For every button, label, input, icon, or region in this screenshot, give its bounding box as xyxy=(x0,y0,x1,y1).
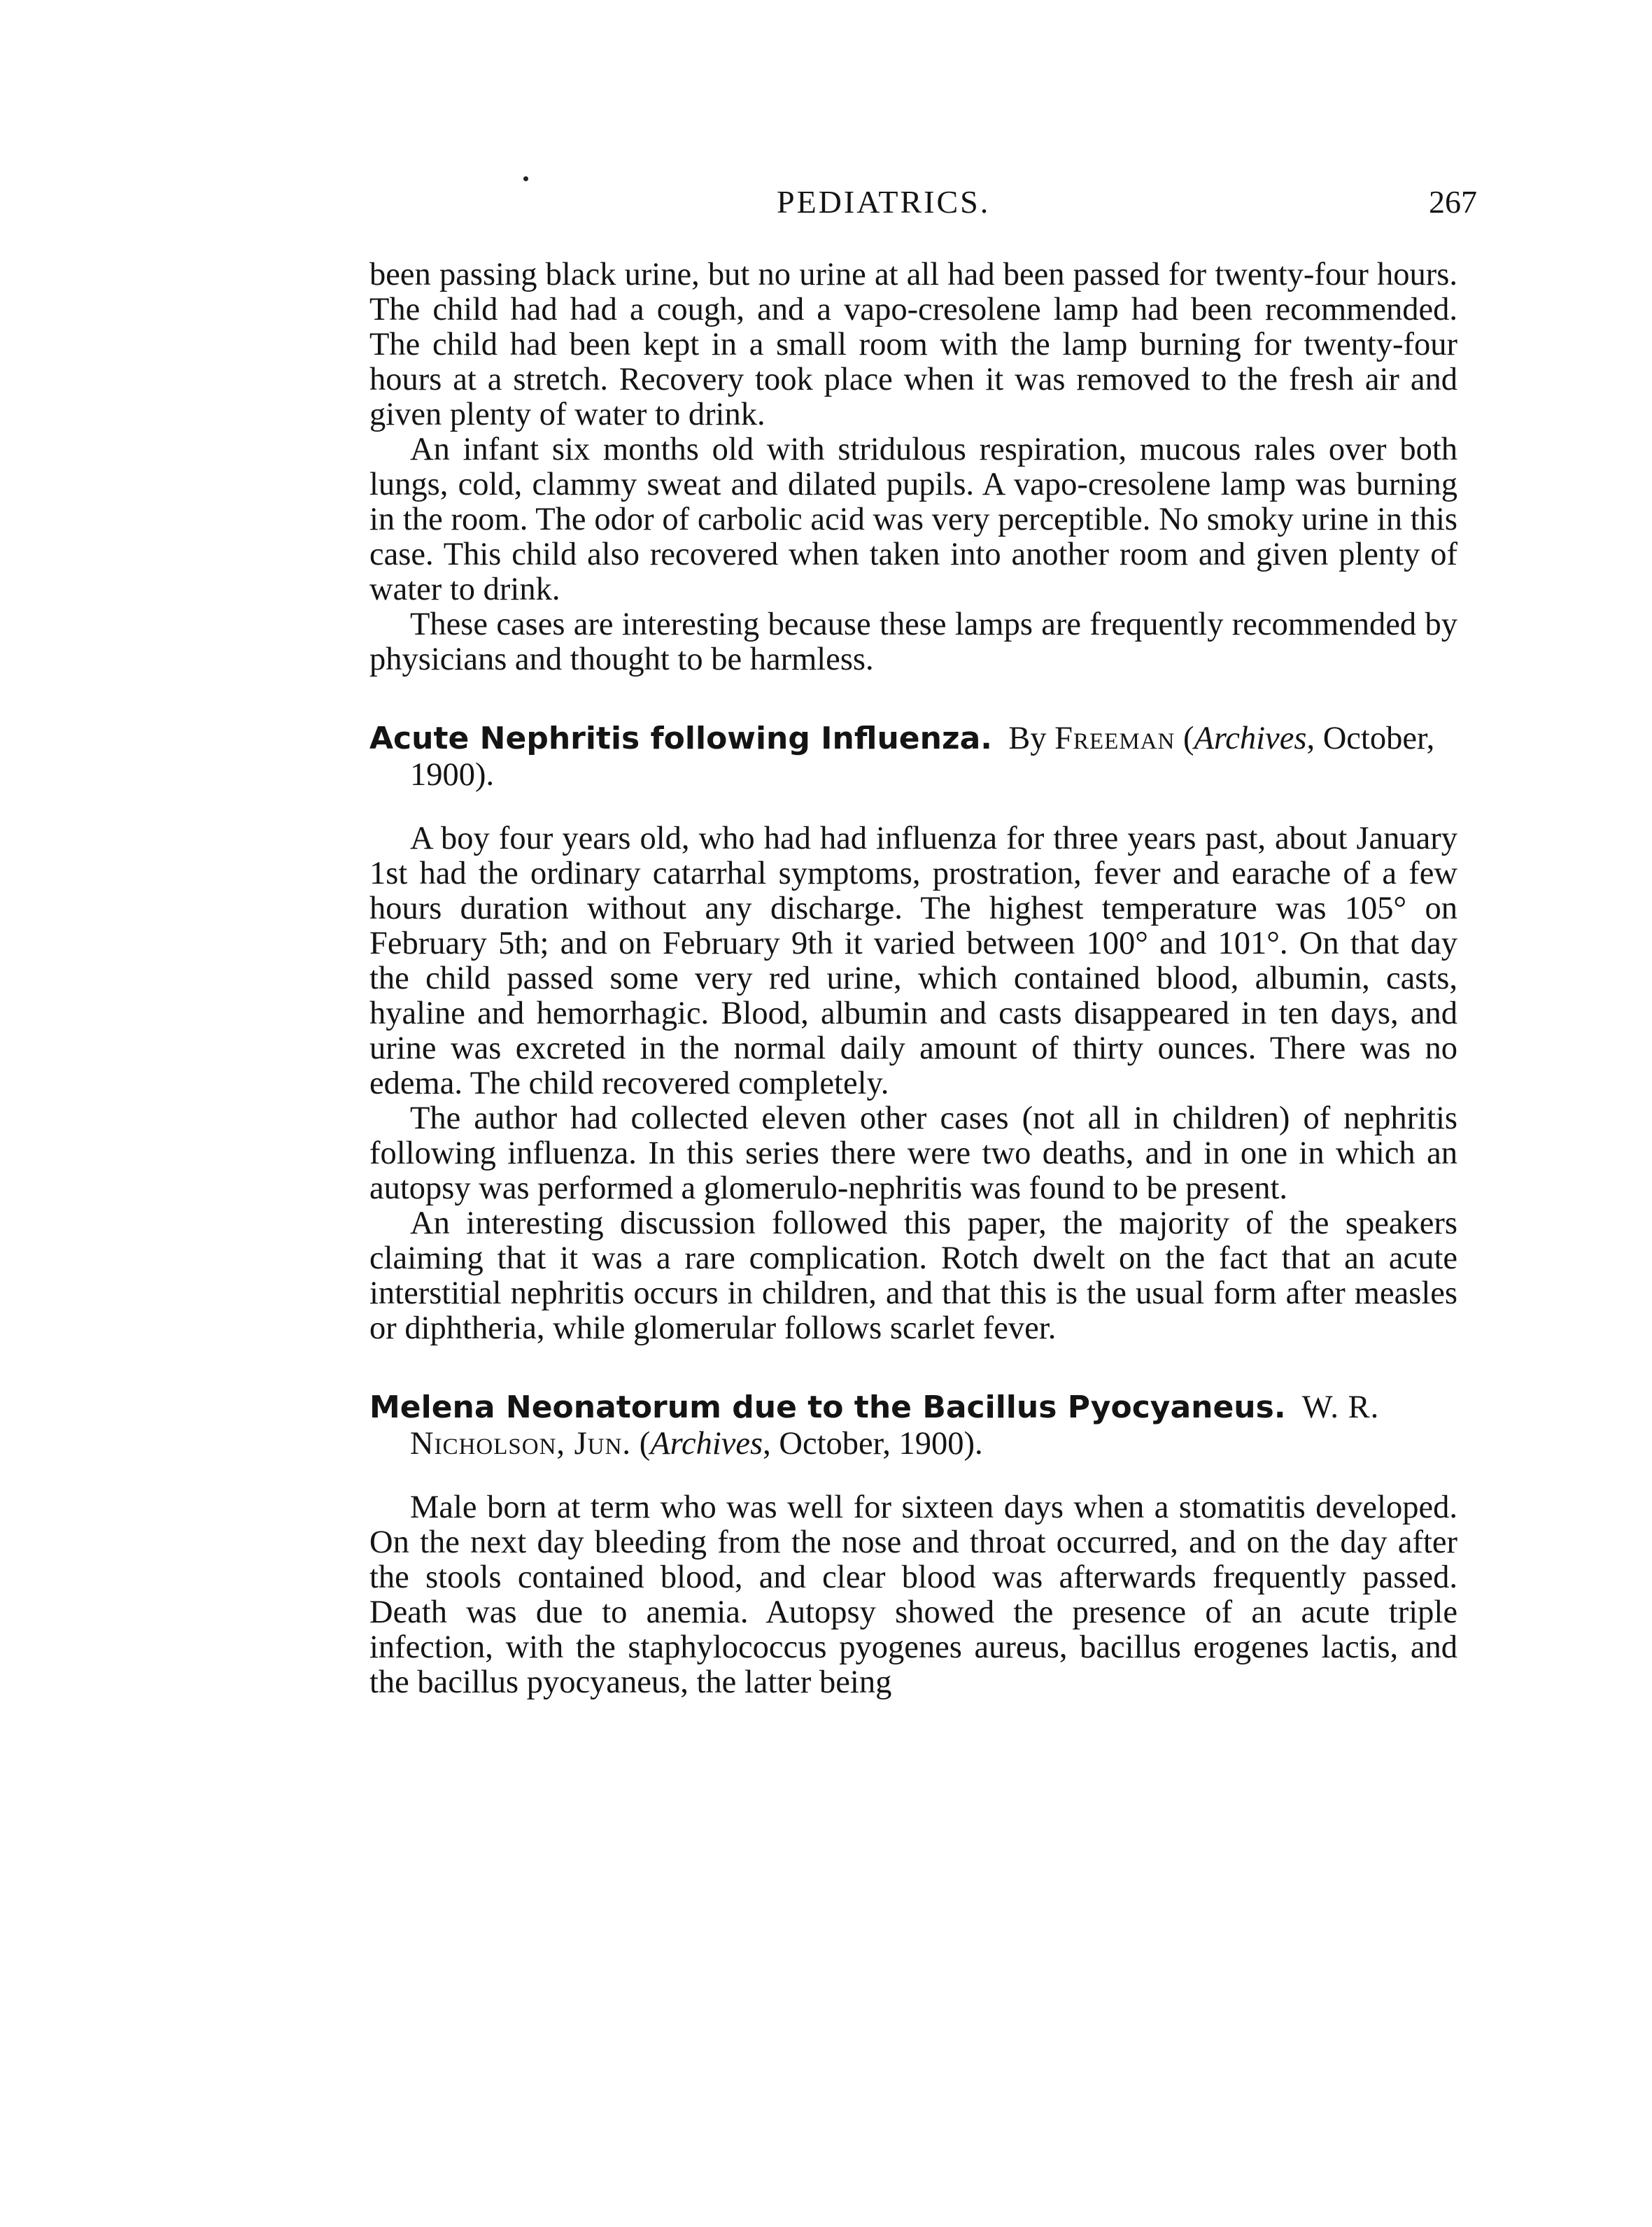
source-open: ( xyxy=(1182,721,1194,756)
paragraph: These cases are interesting because these lamps are frequently recommended by physicians and thought to be harmless. xyxy=(369,607,1457,677)
page-number: 267 xyxy=(1429,184,1477,220)
article-heading xyxy=(369,721,1457,793)
article-source: Archives xyxy=(1194,721,1307,756)
paragraph: An interesting discussion followed this paper, the majority of the speakers claiming that it was a rare complication. Rotch dwelt on the fact that an acute interstitial nephritis occurs in children, and that this is the usual form after measles or diphtheria, while glomerular follows scarlet fever. xyxy=(369,1206,1457,1346)
byline-prefix: By xyxy=(1008,721,1047,756)
page-header xyxy=(371,183,1477,232)
ink-speck xyxy=(523,176,528,181)
article-title: Melena Neonatorum due to the Bacillus Pyocyaneus. xyxy=(369,1390,1286,1425)
source-open: ( xyxy=(639,1426,651,1462)
article-title: Acute Nephritis following Influenza. xyxy=(369,721,992,756)
paragraph: Male born at term who was well for sixteen days when a stomatitis developed. On the next day bleeding from the nose and throat occurred, and on the day after the stools contained blood, and clear blood was afterwards frequently passed. Death was due to anemia. Autopsy showed the presence of an acute triple infection, with the staphylococcus pyogenes aureus, bacillus erogenes lactis, and the bacillus pyocyaneus, the latter being xyxy=(369,1490,1457,1700)
heading-gap xyxy=(369,1462,1457,1490)
heading-gap xyxy=(369,793,1457,821)
body-text xyxy=(369,257,1457,1700)
source-date: , October, 1900). xyxy=(410,721,1435,793)
paragraph: An infant six months old with stridulous respiration, mucous rales over both lungs, cold, clammy sweat and dilated pupils. A vapo-cresolene lamp was burning in the room. The odor of carbolic acid was very perceptible. No smoky urine in this case. This child also recovered when taken into another room and given plenty of water to drink. xyxy=(369,432,1457,607)
section-gap xyxy=(369,677,1457,721)
article-source: Archives xyxy=(650,1426,763,1462)
running-head: PEDIATRICS. xyxy=(777,184,991,220)
article-author: Freeman xyxy=(1054,721,1176,756)
article-author: W. R. Nicholson, Jun. xyxy=(410,1390,1380,1462)
section-gap xyxy=(369,1346,1457,1390)
paragraph: The author had collected eleven other cases (not all in children) of nephritis following influenza. In this series there were two deaths, and in one in which an autopsy was performed a glomerulo-nephritis was found to be present. xyxy=(369,1101,1457,1206)
source-date: , October, 1900). xyxy=(763,1426,983,1462)
paragraph: been passing black urine, but no urine at all had been passed for twenty-four hours. The child had had a cough, and a vapo-cresolene lamp had been recommended. The child had been kept in a small room with the lamp burning for twenty-four hours at a stretch. Recovery took place when it was removed to the fresh air and given plenty of water to drink. xyxy=(369,257,1457,432)
paragraph: A boy four years old, who had had influenza for three years past, about January 1st had the ordinary catarrhal symptoms, prostration, fever and earache of a few hours duration without any discharge. The highest temperature was 105° on February 5th; and on February 9th it varied between 100° and 101°. On that day the child passed some very red urine, which contained blood, albumin, casts, hyaline and hemorrhagic. Blood, albumin and casts disappeared in ten days, and urine was excreted in the normal daily amount of thirty ounces. There was no edema. The child recovered completely. xyxy=(369,821,1457,1101)
article-heading xyxy=(369,1390,1457,1462)
